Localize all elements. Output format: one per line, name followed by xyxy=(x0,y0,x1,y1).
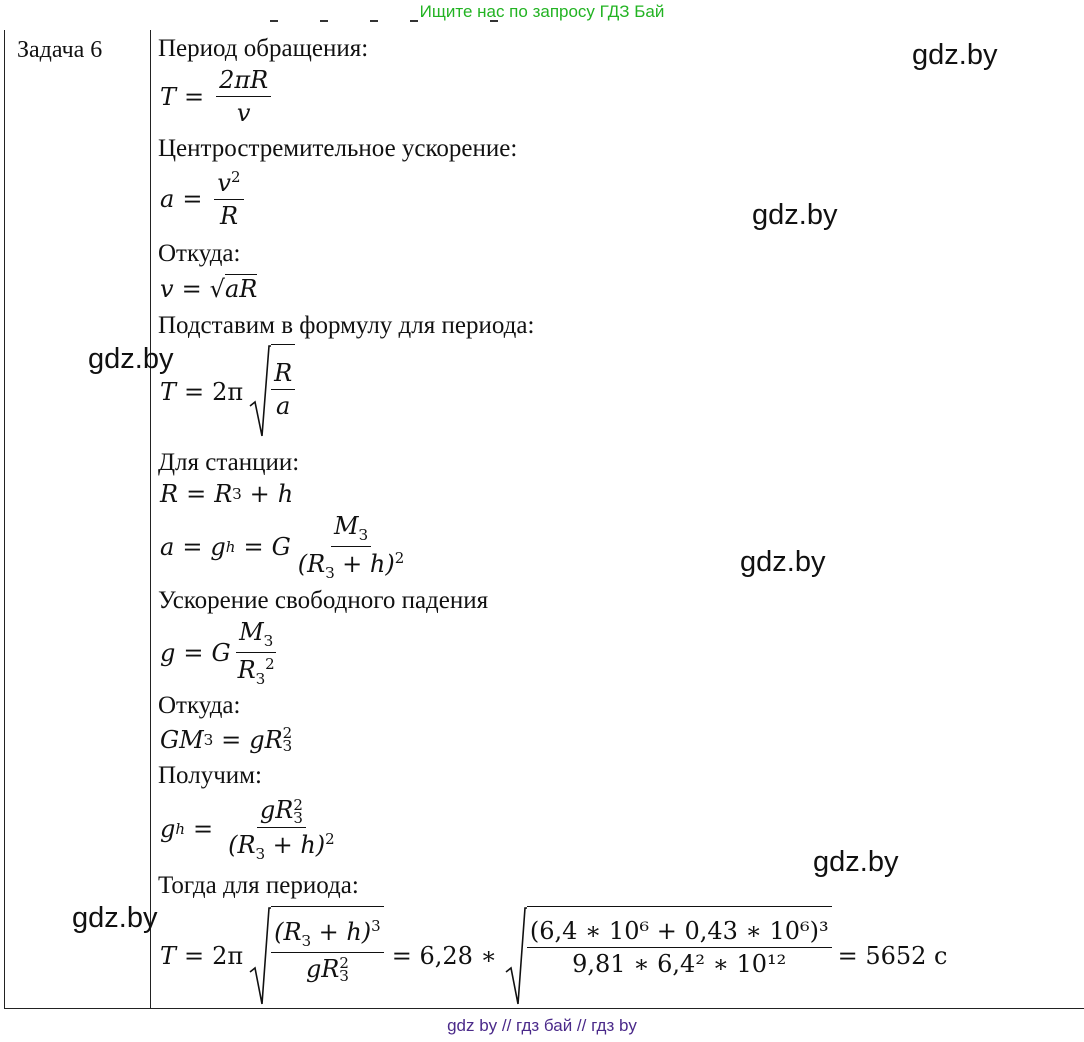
sqrt-sign xyxy=(249,906,271,1006)
watermark: gdz.by xyxy=(740,546,826,578)
watermark: gdz.by xyxy=(72,902,158,934)
formula-radius: R = R З + h xyxy=(160,480,294,508)
watermark: gdz.by xyxy=(88,343,174,375)
search-banner[interactable]: Ищите нас по запросу ГДЗ Бай xyxy=(419,2,665,21)
formula-period: T = $\frac{2\pi R}{v}$ xyxy=(160,66,275,127)
text-from-where-1: Откуда: xyxy=(158,240,241,267)
task-label: Задача 6 xyxy=(17,37,103,63)
watermark: gdz.by xyxy=(912,39,998,71)
watermark: gdz.by xyxy=(813,846,899,878)
formula-gh-final: g h = gR 2 З $(R_З + h)^2$ xyxy=(160,795,335,863)
formula-gh: a = g h = G $\frac{M_З}{(R_З + h)^2}$ xyxy=(160,512,405,582)
text-centripetal: Центростремительное ускорение: xyxy=(158,135,518,162)
formula-velocity: v = √ aR xyxy=(160,274,258,303)
text-from-where-2: Откуда: xyxy=(158,692,241,719)
watermark: gdz.by xyxy=(752,199,838,231)
formula-period-final: T = 2π $(R_З + h)^3$ gR 2 З = 6,28 ∗ $\frac{\text{(6,4 ∗ 10⁶ + 0,43 ∗ 10⁶)³}}{\text{9,81 ∗ 6,4² ∗ 10¹²}}$ = 5652 с xyxy=(160,906,956,1006)
text-we-get: Получим: xyxy=(158,762,262,789)
formula-gm: GM З = gR 2 З xyxy=(160,724,293,755)
cropped-text-remnant xyxy=(260,18,580,26)
formula-period-sqrt: T = 2π $\frac{R}{a}$ xyxy=(160,344,295,440)
formula-g: g = G $\frac{M_З}{R_З^2}$ xyxy=(160,618,275,688)
text-period: Период обращения: xyxy=(158,35,369,62)
text-then-period: Тогда для периода: xyxy=(158,872,359,899)
footer-links[interactable]: gdz by // гдз бай // гдз by xyxy=(447,1016,637,1035)
sqrt-sign xyxy=(505,906,527,1006)
text-substitute: Подставим в формулу для периода: xyxy=(158,312,535,339)
formula-acceleration: a = $\frac{v^2}{R}$ xyxy=(160,168,248,230)
text-free-fall: Ускорение свободного падения xyxy=(158,587,489,614)
text-for-station: Для станции: xyxy=(158,449,300,476)
column-divider xyxy=(150,30,151,1008)
sqrt-sign xyxy=(249,344,271,440)
